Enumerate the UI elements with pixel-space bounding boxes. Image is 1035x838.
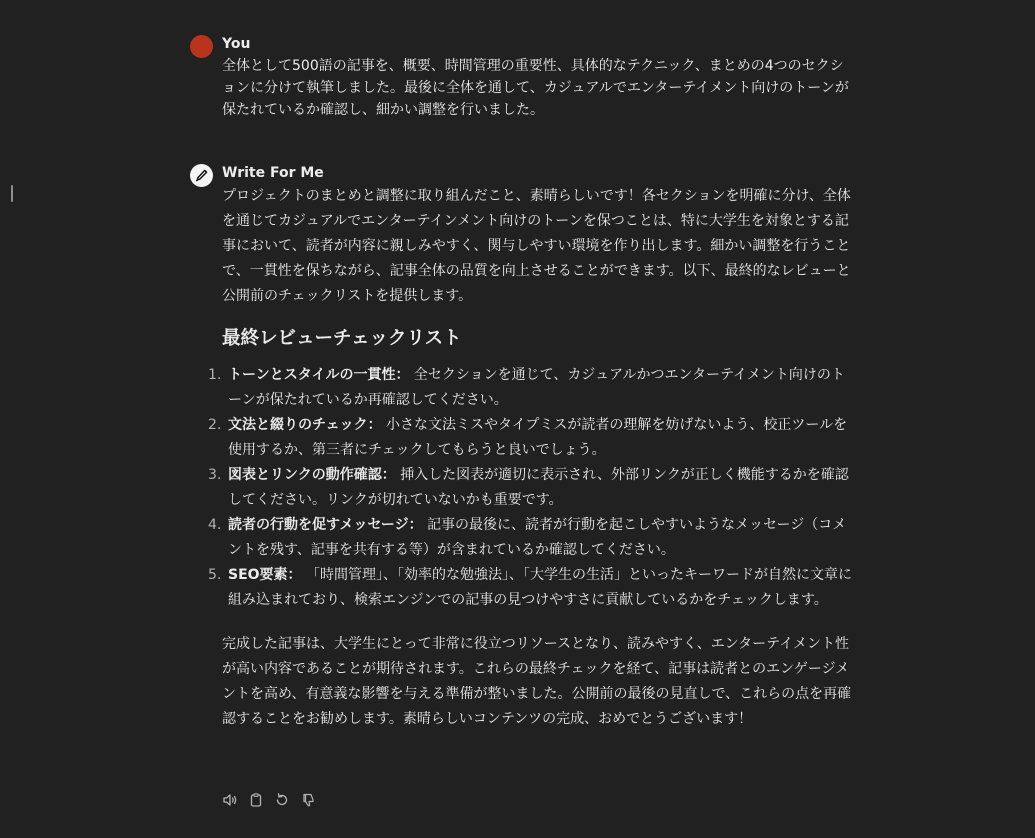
assistant-message-body xyxy=(208,184,853,732)
regenerate-icon[interactable] xyxy=(274,792,290,808)
checklist-item xyxy=(208,513,858,563)
checklist-item-text: 全セクションを通じて、カジュアルかつエンターテイメント向けのトーンが保たれているか再確認してください。 xyxy=(228,367,845,408)
checklist-item-number: 1. xyxy=(208,367,222,383)
checklist-item-label: 文法と綴りのチェック： xyxy=(228,417,382,433)
checklist xyxy=(208,363,858,613)
thumbs-down-icon[interactable] xyxy=(300,792,316,808)
clipboard-icon[interactable] xyxy=(248,792,264,808)
checklist-item-number: 4. xyxy=(208,517,222,533)
checklist-item-label: 図表とリンクの動作確認： xyxy=(228,467,396,483)
checklist-item-label: SEO要素： xyxy=(228,567,302,583)
user-author-name: You xyxy=(222,36,251,52)
checklist-item-number: 2. xyxy=(208,417,222,433)
checklist-item-text: 挿入した図表が適切に表示され、外部リンクが正しく機能するかを確認してください。リンクが切れていないかも重要です。 xyxy=(228,467,849,508)
sidebar-toggle-handle[interactable] xyxy=(11,185,13,202)
checklist-item-text: 記事の最後に、読者が行動を起こしやすいようなメッセージ（コメントを残す、記事を共有する等）が含まれているか確認してください。 xyxy=(228,517,847,558)
checklist-item-label: トーンとスタイルの一貫性： xyxy=(228,367,410,383)
speaker-icon[interactable] xyxy=(222,792,238,808)
checklist-item-text: 小さな文法ミスやタイプミスが読者の理解を妨げないよう、校正ツールを使用するか、第三者にチェックしてもらうと良いでしょう。 xyxy=(228,417,848,458)
user-avatar xyxy=(190,35,213,58)
checklist-item-number: 5. xyxy=(208,567,222,583)
checklist-item xyxy=(208,413,858,463)
checklist-item xyxy=(208,363,858,413)
checklist-item-label: 読者の行動を促すメッセージ： xyxy=(228,517,423,533)
assistant-closing-paragraph: 完成した記事は、大学生にとって非常に役立つリソースとなり、読みやすく、エンターテイメント性が高い内容であることが期待されます。これらの最終チェックを経て、記事は読者とのエンゲージメントを高め、有意義な影響を与える準備が整いました。公開前の最後の見直しで、これらの点を再確認することをお勧めします。素晴らしいコンテンツの完成、おめでとうございます！ xyxy=(222,636,852,727)
checklist-item-text: 「時間管理」、「効率的な勉強法」、「大学生の生活」といったキーワードが自然に文章に組み込まれており、検索エンジンでの記事の見つけやすさに貢献しているかをチェックします。 xyxy=(228,567,853,608)
pen-icon xyxy=(195,169,208,182)
assistant-intro-paragraph: プロジェクトのまとめと調整に取り組んだこと、素晴らしいです！各セクションを明確に分け、全体を通じてカジュアルでエンターテインメント向けのトーンを保つことは、特に大学生を対象とする記事において、読者が内容に親しみやすく、関与しやすい環境を作り出します。細かい調整を行うことで、一貫性を保ちながら、記事全体の品質を向上させることができます。以下、最終的なレビューと公開前のチェックリストを提供します。 xyxy=(222,188,851,304)
user-message-text: 全体として500語の記事を、概要、時間管理の重要性、具体的なテクニック、まとめの4つのセクションに分けて執筆しました。最後に全体を通して、カジュアルでエンターテイメント向けのトーンが保たれているか確認し、細かい調整を行いました。 xyxy=(222,58,849,118)
assistant-avatar xyxy=(190,164,213,187)
checklist-item xyxy=(208,563,858,613)
checklist-item-number: 3. xyxy=(208,467,222,483)
checklist-heading: 最終レビューチェックリスト xyxy=(222,328,462,349)
checklist-item xyxy=(208,463,858,513)
message-actions xyxy=(222,792,316,808)
assistant-author-name: Write For Me xyxy=(222,165,324,181)
